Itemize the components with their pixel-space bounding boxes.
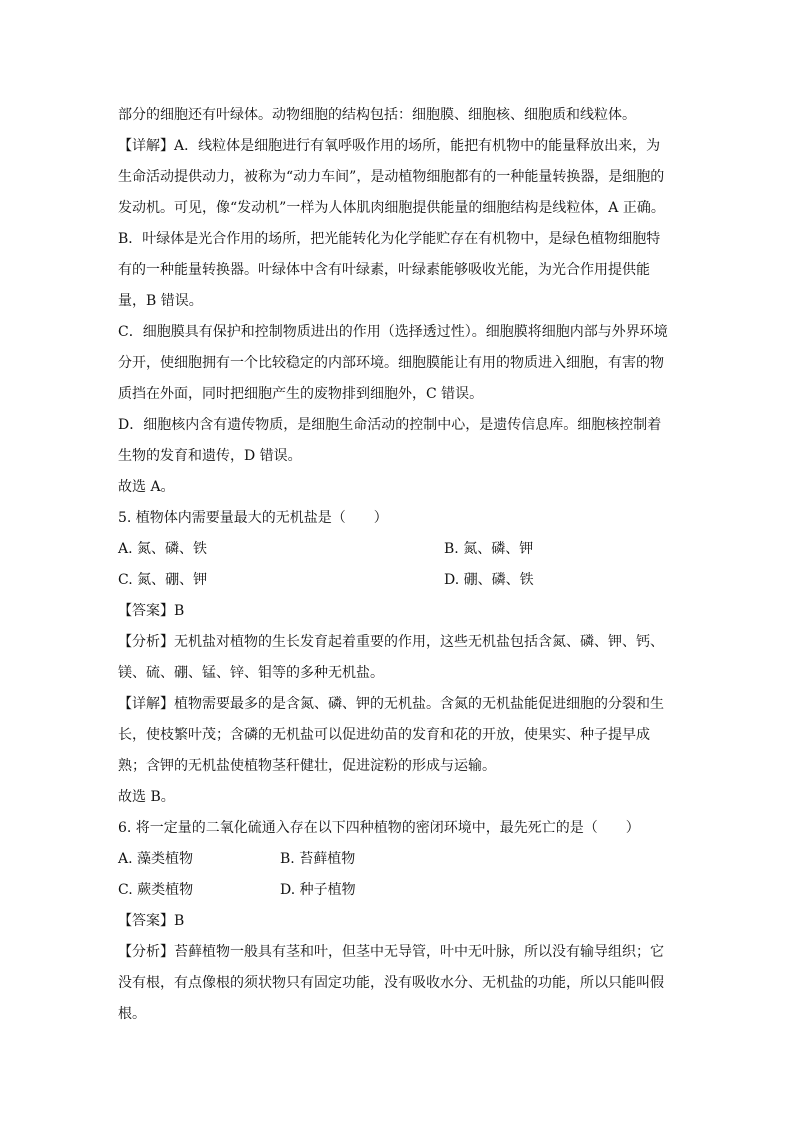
document-body: [118, 100, 678, 1030]
q6-options-row-2: [118, 875, 678, 906]
text-line: 部分的细胞还有叶绿体。动物细胞的结构包括：细胞膜、细胞核、细胞质和线粒体。: [118, 107, 636, 123]
q5-option-d: D. 硼、磷、铁: [444, 572, 534, 588]
text-line: 熟；含钾的无机盐使植物茎秆健壮，促进淀粉的形成与运输。: [118, 758, 496, 774]
text-line: B．叶绿体是光合作用的场所，把光能转化为化学能贮存在有机物中，是绿色植物细胞特: [118, 231, 661, 247]
text-line: 发动机。可见，像“发动机”一样为人体肌肉细胞提供能量的细胞结构是线粒体，A 正确。: [118, 200, 665, 216]
question-6-stem: 6. 将一定量的二氧化硫通入存在以下四种植物的密闭环境中，最先死亡的是（ ）: [118, 820, 640, 836]
q6-option-d: D. 种子植物: [280, 882, 356, 898]
text-line: 生命活动提供动力，被称为“动力车间”，是动植物细胞都有的一种能量转换器，是细胞的: [118, 169, 665, 185]
q6-option-a: A. 藻类植物: [118, 851, 194, 867]
q6-options-row-1: [118, 844, 678, 875]
text-line: 故选 A。: [118, 479, 175, 495]
text-line: 有的一种能量转换器。叶绿体中含有叶绿素，叶绿素能够吸收光能，为光合作用提供能: [118, 262, 650, 278]
text-line: 【详解】A．线粒体是细胞进行有氧呼吸作用的场所，能把有机物中的能量释放出来，为: [118, 138, 661, 154]
text-line: 【分析】苔藓植物一般具有茎和叶，但茎中无导管，叶中无叶脉，所以没有输导组织；它: [118, 944, 664, 960]
answer-line: 【答案】B: [118, 913, 185, 929]
question-5-stem: 5. 植物体内需要量最大的无机盐是（ ）: [118, 510, 388, 526]
answer-line: 【答案】B: [118, 603, 185, 619]
text-line: 没有根，有点像根的须状物只有固定功能，没有吸收水分、无机盐的功能，所以只能叫假: [118, 975, 664, 991]
q5-option-b: B. 氮、磷、钾: [444, 541, 534, 557]
text-line: 【详解】植物需要最多的是含氮、磷、钾的无机盐。含氮的无机盐能促进细胞的分裂和生: [118, 696, 664, 712]
text-line: 生物的发育和遗传，D 错误。: [118, 448, 302, 464]
text-line: 【分析】无机盐对植物的生长发育起着重要的作用，这些无机盐包括含氮、磷、钾、钙、: [118, 634, 664, 650]
text-line: C．细胞膜具有保护和控制物质进出的作用（选择透过性）。细胞膜将细胞内部与外界环境: [118, 324, 668, 340]
text-line: 量，B 错误。: [118, 293, 203, 309]
q6-option-b: B. 苔藓植物: [280, 851, 356, 867]
q5-options-row-2: [118, 565, 678, 596]
text-line: 故选 B。: [118, 789, 175, 805]
text-line: 质挡在外面，同时把细胞产生的废物排到细胞外，C 错误。: [118, 386, 484, 402]
q6-option-c: C. 蕨类植物: [118, 882, 194, 898]
text-line: 根。: [118, 1006, 146, 1022]
text-line: D．细胞核内含有遗传物质，是细胞生命活动的控制中心，是遗传信息库。细胞核控制着: [118, 417, 662, 433]
text-line: 长，使枝繁叶茂；含磷的无机盐可以促进幼苗的发育和花的开放，使果实、种子提早成: [118, 727, 650, 743]
text-line: 镁、硫、硼、锰、锌、钼等的多种无机盐。: [118, 665, 384, 681]
q5-option-c: C. 氮、硼、钾: [118, 572, 208, 588]
text-line: 分开，使细胞拥有一个比较稳定的内部环境。细胞膜能让有用的物质进入细胞，有害的物: [118, 355, 664, 371]
q5-options-row-1: [118, 534, 678, 565]
q5-option-a: A. 氮、磷、铁: [118, 541, 208, 557]
